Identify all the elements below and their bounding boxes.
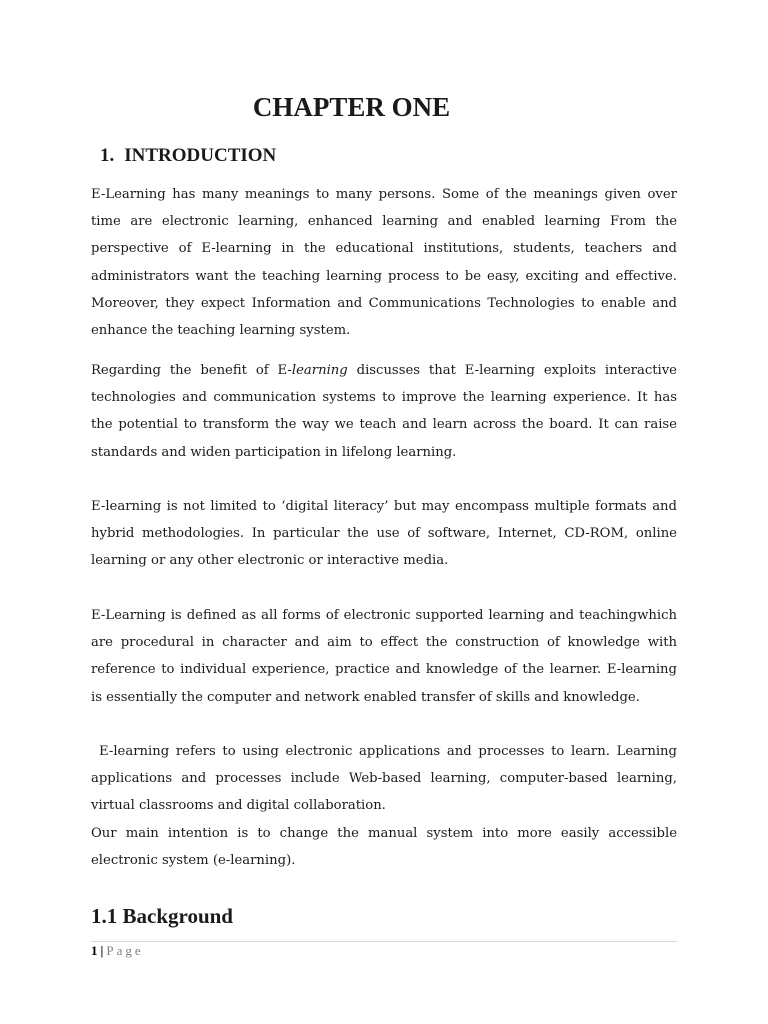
page-footer [91, 943, 144, 959]
page-number: 1 [91, 943, 98, 958]
paragraph-2-italic: learning [291, 363, 348, 378]
subsection-heading-background: 1.1 Background [91, 904, 233, 928]
paragraph-2-start: Regarding the benefit of E- [91, 363, 292, 378]
section-number: 1. [100, 145, 115, 166]
footer-separator: | [100, 943, 104, 958]
section-heading-introduction [100, 145, 276, 167]
paragraph-2 [91, 357, 677, 466]
paragraph-1: E-Learning has many meanings to many persons. Some of the meanings given over time are electronic learning, enhanced learning and enabled learning From the perspective of E-learning in the educational institutions, students, teachers and administrators want the teaching learning process to be easy, exciting and effective. Moreover, they expect Information and Communications Technologies to enable and enhance the teaching learning system. [91, 187, 677, 339]
page-label: Page [106, 943, 144, 958]
footer-divider [91, 941, 677, 942]
paragraph-2-rest: discusses that E-learning exploits interactive technologies and communication systems to improve the learning experience. It has the potential to transform the way we teach and learn across the board. It can raise standards and widen participation in lifelong learning. [91, 363, 677, 460]
paragraph-6: Our main intention is to change the manual system into more easily accessible electronic system (e-learning). [91, 826, 677, 869]
section-title: INTRODUCTION [124, 145, 277, 166]
chapter-title: CHAPTER ONE [252, 92, 451, 122]
paragraph-4: E-Learning is defined as all forms of electronic supported learning and teachingwhich are procedural in character and aim to effect the construction of knowledge with reference to individual experience, practice and knowledge of the learner. E-learning is essentially the computer and network enabled transfer of skills and knowledge. [91, 608, 677, 705]
paragraph-5: E-learning refers to using electronic applications and processes to learn. Learning applications and processes include Web-based learning, computer-based learning, virtual classrooms and digital collaboration. [91, 744, 677, 814]
paragraph-3: E-learning is not limited to ‘digital literacy’ but may encompass multiple formats and hybrid methodologies. In particular the use of software, Internet, CD-ROM, online learning or any other electronic or interactive media. [91, 499, 677, 569]
